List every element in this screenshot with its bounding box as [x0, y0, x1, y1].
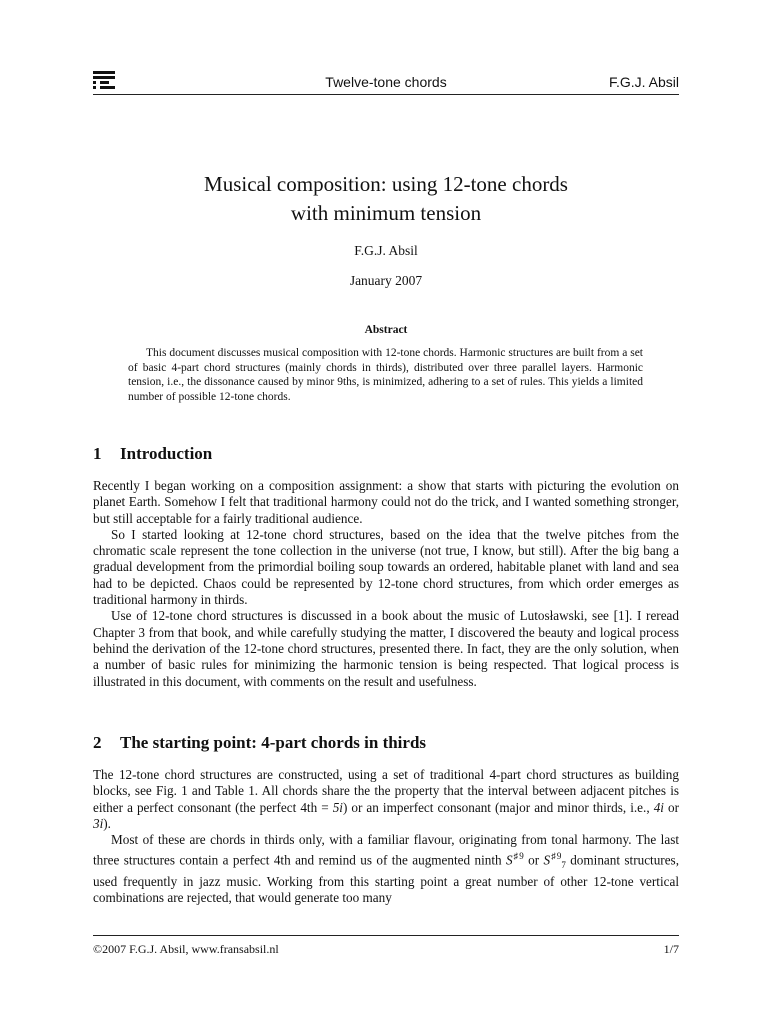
math-s7-sharp9-sub: 7	[561, 860, 566, 871]
section-2-paragraph-2	[93, 832, 679, 906]
section-2-p1-text-b: ) or an imperfect consonant (major and minor thirds, i.e.,	[342, 799, 654, 815]
paper-date: January 2007	[349, 273, 423, 288]
math-5i: 5i	[332, 799, 343, 815]
section-1-heading	[93, 444, 679, 464]
math-s-sharp9: S	[506, 852, 513, 868]
section-2-p2-or: or	[523, 852, 544, 868]
page-number: 1/7	[663, 942, 679, 956]
section-2-body	[93, 767, 679, 906]
abstract-heading: Abstract	[364, 324, 408, 336]
section-2-p1-text-a: The 12-tone chord structures are constructed, using a set of traditional 4-part chord structures as building blocks, see Fig. 1 and Table 1. All chords share the the property that the interval between adjacent pitches is either a perfect consonant (the perfect 4th	[93, 767, 679, 815]
math-s7-sharp9: S	[543, 852, 551, 868]
section-2-p1-text-c: ).	[103, 815, 111, 831]
math-s-sharp9-sup: ♯9	[512, 851, 524, 862]
paper-title-line-1: Musical composition: using 12-tone chords	[204, 172, 568, 196]
paper-author: F.G.J. Absil	[354, 243, 418, 258]
section-1-paragraph-2: So I started looking at 12-tone chord structures, based on the idea that the twelve pitches from the chromatic scale represent the tone collection in the universe (not true, I know, but still). After the big bang a gradual development from the primordial boiling soup towards an ordered, habitable planet with land and sea had to be depicted. Chaos could be represented by 12-tone chord structures, from which order emerges as traditional harmony in thirds.	[93, 526, 679, 608]
paper-title-line-2: with minimum tension	[290, 201, 482, 225]
section-2-p2-text-b: dominant structures, used frequently in jazz music. Working from this starting point a great number of other 12-tone vertical combinations are rejected, that would generate too many	[93, 852, 679, 906]
math-4i: 4i	[653, 799, 664, 815]
page-header	[93, 68, 679, 95]
section-2-number: 2	[93, 733, 102, 752]
section-1-paragraph-1: Recently I began working on a composition assignment: a show that starts with picturing the evolution on planet Earth. Somehow I felt that traditional harmony could not do the trick, and I wanted something stronger, but still acceptable for a fairly traditional audience.	[93, 478, 679, 526]
abstract-text: This document discusses musical composition with 12-tone chords. Harmonic structures are built from a set of basic 4-part chord structures (mainly chords in thirds), distributed over three parallel layers. Harmonic tension, i.e., the dissonance caused by minor 9ths, is minimized, adhering to a set of rules. This yields a limited number of possible 12-tone chords.	[128, 347, 643, 403]
section-1-title: Introduction	[120, 444, 213, 463]
paper-title	[93, 170, 679, 228]
section-1-body	[93, 478, 679, 690]
section-2-p2-text-a: Most of these are chords in thirds only, with a familiar flavour, originating from tonal harmony. The last three structures contain a perfect 4th and remind us of the augmented ninth	[93, 832, 679, 868]
section-2-p1-equals: =	[317, 799, 333, 815]
math-s7-sharp9-sup: ♯9	[550, 851, 562, 862]
page-footer	[93, 935, 679, 960]
math-3i: 3i	[93, 815, 104, 831]
running-title: Twelve-tone chords	[325, 74, 447, 90]
section-2-p1-or: or	[663, 799, 679, 815]
footer-copyright: ©2007 F.G.J. Absil, www.fransabsil.nl	[93, 942, 279, 956]
running-author: F.G.J. Absil	[608, 74, 679, 90]
section-2-heading	[93, 733, 679, 753]
section-2-paragraph-1	[93, 767, 679, 832]
section-2-title: The starting point: 4-part chords in thirds	[120, 733, 427, 752]
section-1-paragraph-3: Use of 12-tone chord structures is discussed in a book about the music of Lutosławski, see [1]. I reread Chapter 3 from that book, and while carefully studying the matter, I discovered the beauty and logical process behind the derivation of the 12-tone chord structures, presented there. In fact, they are the only solution, when a number of basic rules for minimizing the harmonic tension is being respected. That logical process is illustrated in this document, with comments on the result and usefulness.	[93, 608, 679, 689]
section-1-number: 1	[93, 444, 102, 463]
